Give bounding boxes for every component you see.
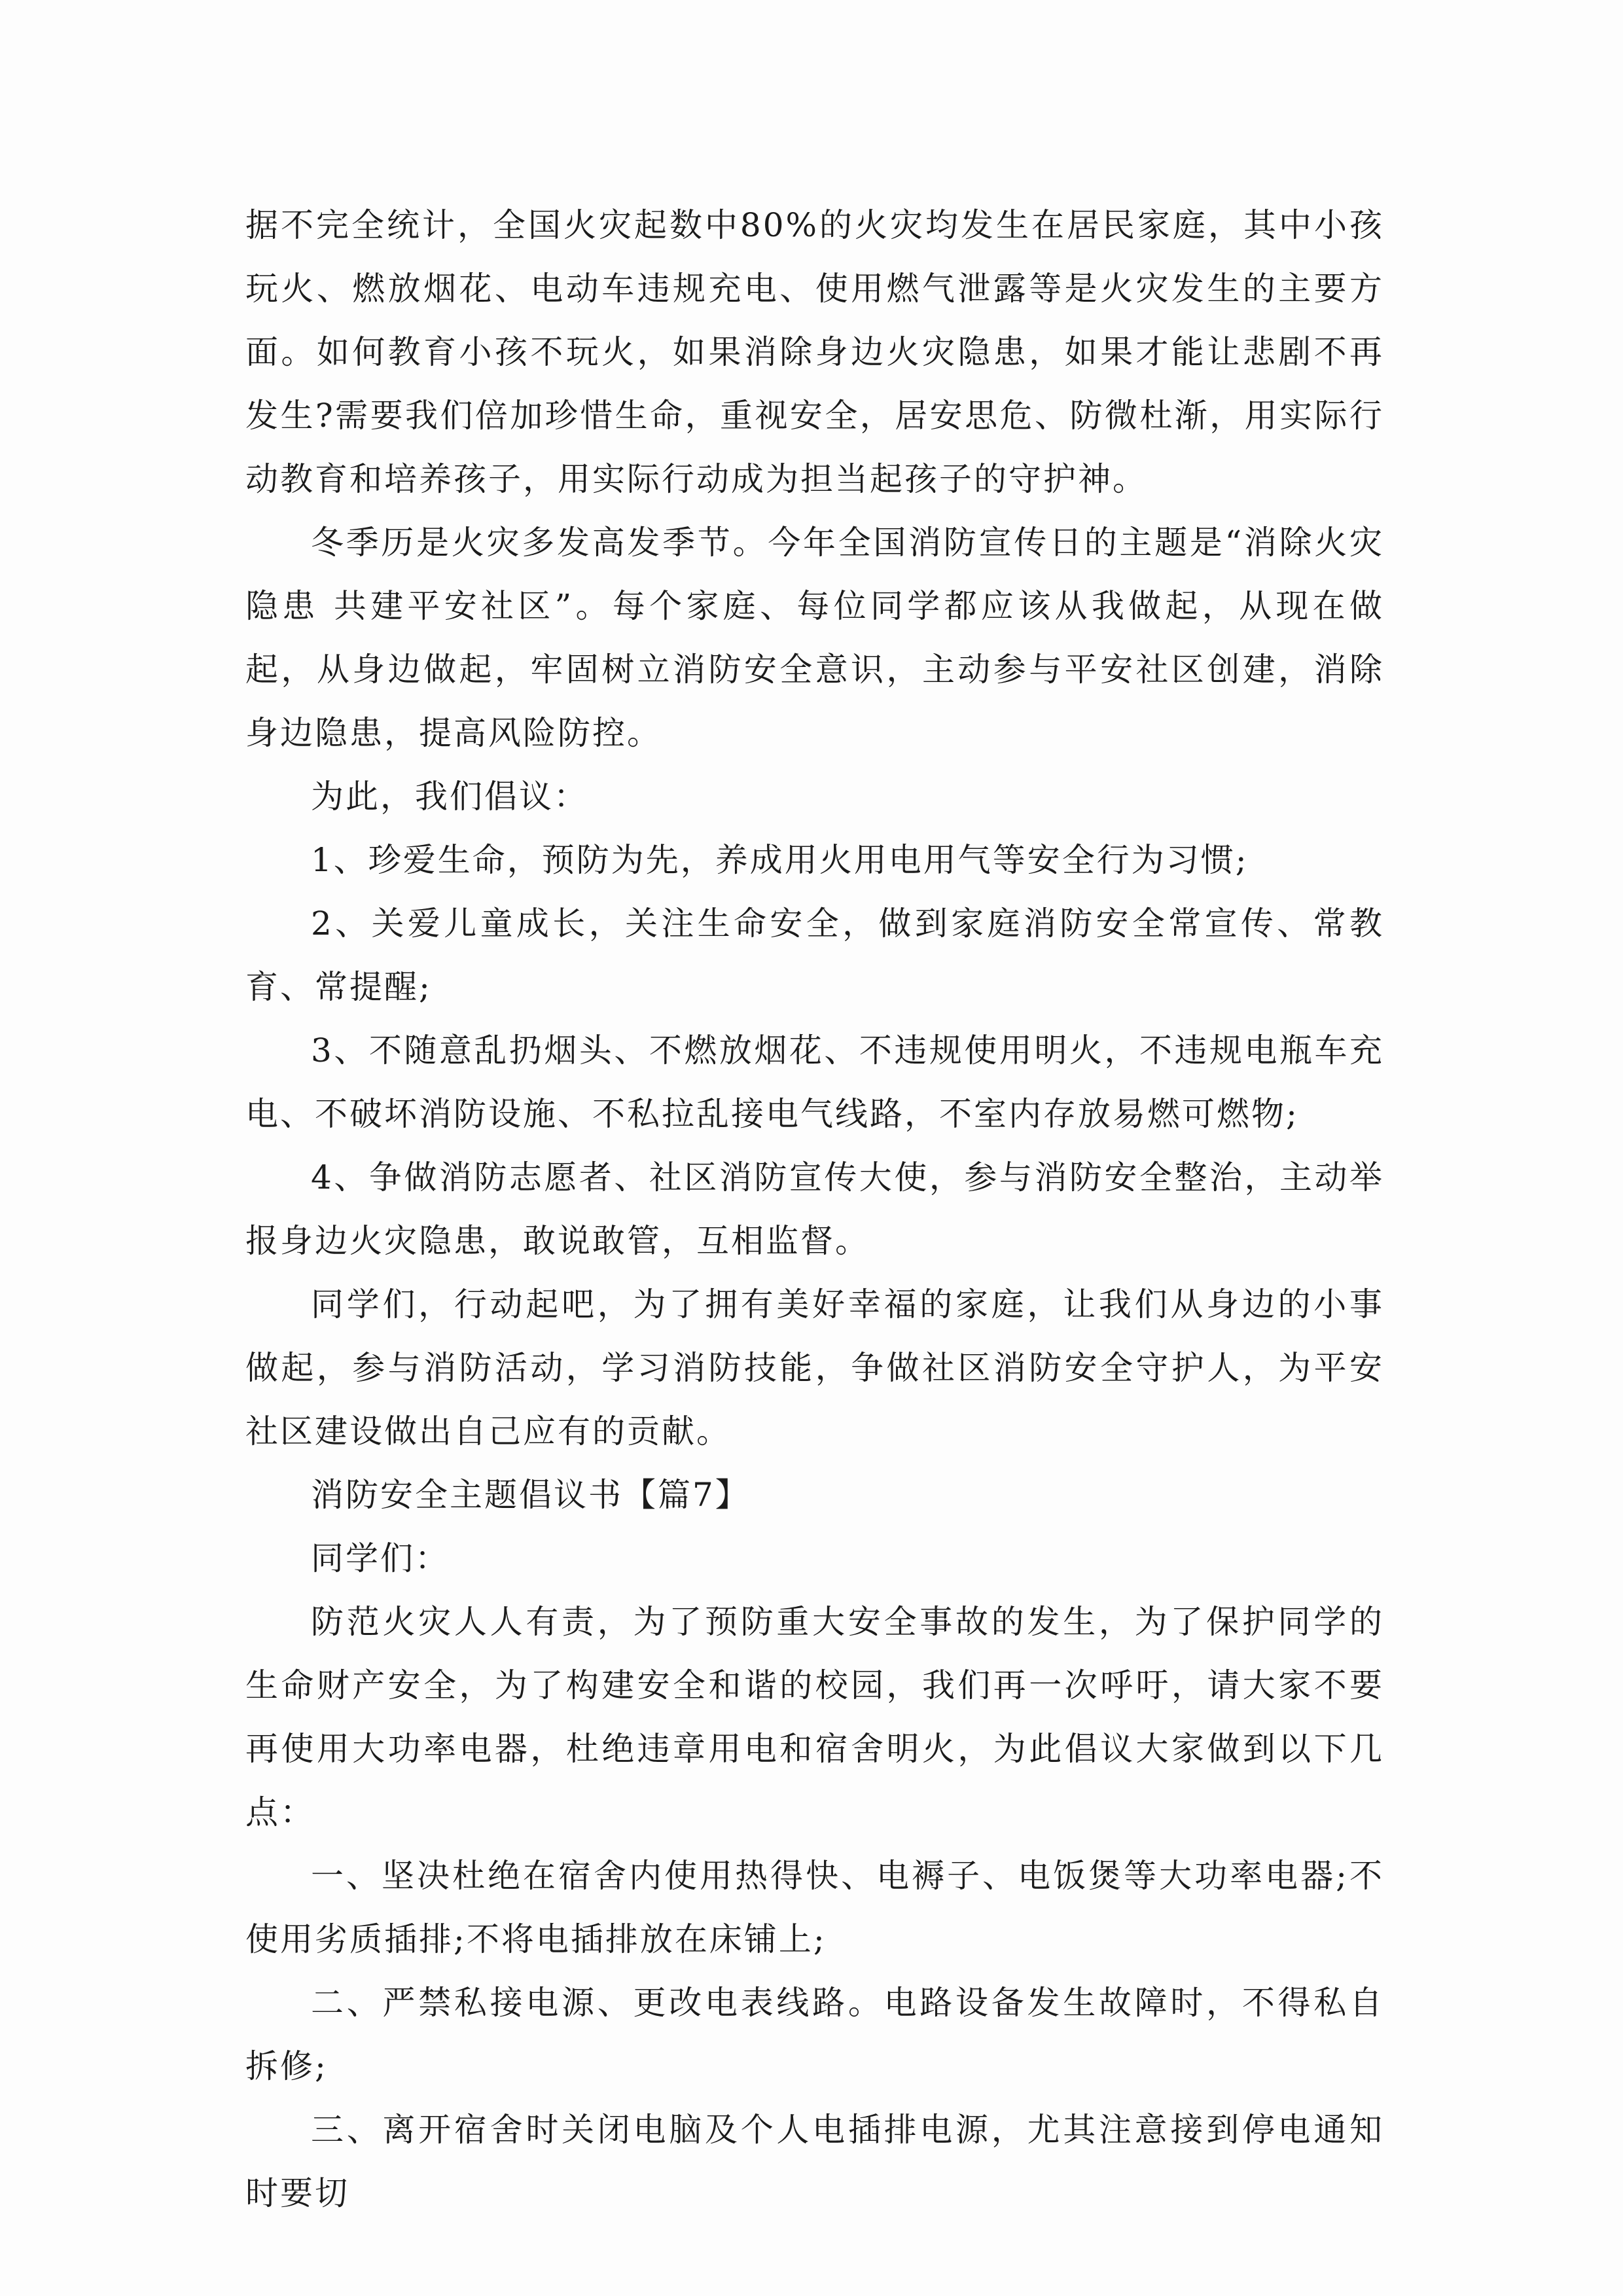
paragraph-call-to-action: 同学们，行动起吧，为了拥有美好幸福的家庭，让我们从身边的小事做起，参与消防活动，学习消防技能，争做社区消防安全守护人，为平安社区建设做出自己应有的贡献。 xyxy=(245,1285,1384,1450)
paragraph-proposal-intro: 为此，我们倡议： xyxy=(311,778,588,816)
list-item-2: 2、关爱儿童成长，关注生命安全，做到家庭消防安全常宣传、常教育、常提醒; xyxy=(245,905,1384,1006)
list-item-3: 3、不随意乱扔烟头、不燃放烟花、不违规使用明火，不违规电瓶车充电、不破坏消防设施、不私拉乱接电气线路，不室内存放易燃可燃物; xyxy=(245,1031,1384,1133)
list-item-1: 1、珍爱生命，预防为先，养成用火用电用气等安全行为习惯; xyxy=(311,841,1249,879)
body-text xyxy=(245,194,1384,2225)
paragraph-statistics: 据不完全统计，全国火灾起数中80%的火灾均发生在居民家庭，其中小孩玩火、燃放烟花、电动车违规充电、使用燃气泄露等是火灾发生的主要方面。如何教育小孩不玩火，如果消除身边火灾隐患，如果才能让悲剧不再发生?需要我们倍加珍惜生命，重视安全，居安思危、防微杜渐，用实际行动教育和培养孩子，用实际行动成为担当起孩子的守护神。 xyxy=(245,206,1384,498)
rule-item-3: 三、离开宿舍时关闭电脑及个人电插排电源，尤其注意接到停电通知时要切 xyxy=(245,2111,1384,2212)
rule-item-2: 二、严禁私接电源、更改电表线路。电路设备发生故障时，不得私自拆修; xyxy=(245,1984,1384,2085)
paragraph-fire-prevention: 防范火灾人人有责，为了预防重大安全事故的发生，为了保护同学的生命财产安全，为了构建安全和谐的校园，我们再一次呼吁，请大家不要再使用大功率电器，杜绝违章用电和宿舍明火，为此倡议大家做到以下几点： xyxy=(245,1603,1384,1831)
paragraph-winter-season: 冬季历是火灾多发高发季节。今年全国消防宣传日的主题是“消除火灾隐患 共建平安社区”。每个家庭、每位同学都应该从我做起，从现在做起，从身边做起，牢固树立消防安全意识，主动参与平安社区创建，消除身边隐患，提高风险防控。 xyxy=(245,524,1384,752)
salutation: 同学们： xyxy=(311,1539,450,1577)
section-title: 消防安全主题倡议书【篇7】 xyxy=(311,1476,750,1514)
rule-item-1: 一、坚决杜绝在宿舍内使用热得快、电褥子、电饭煲等大功率电器;不使用劣质插排;不将电插排放在床铺上; xyxy=(245,1857,1384,1958)
list-item-4: 4、争做消防志愿者、社区消防宣传大使，参与消防安全整治，主动举报身边火灾隐患，敢说敢管，互相监督。 xyxy=(245,1158,1384,1260)
